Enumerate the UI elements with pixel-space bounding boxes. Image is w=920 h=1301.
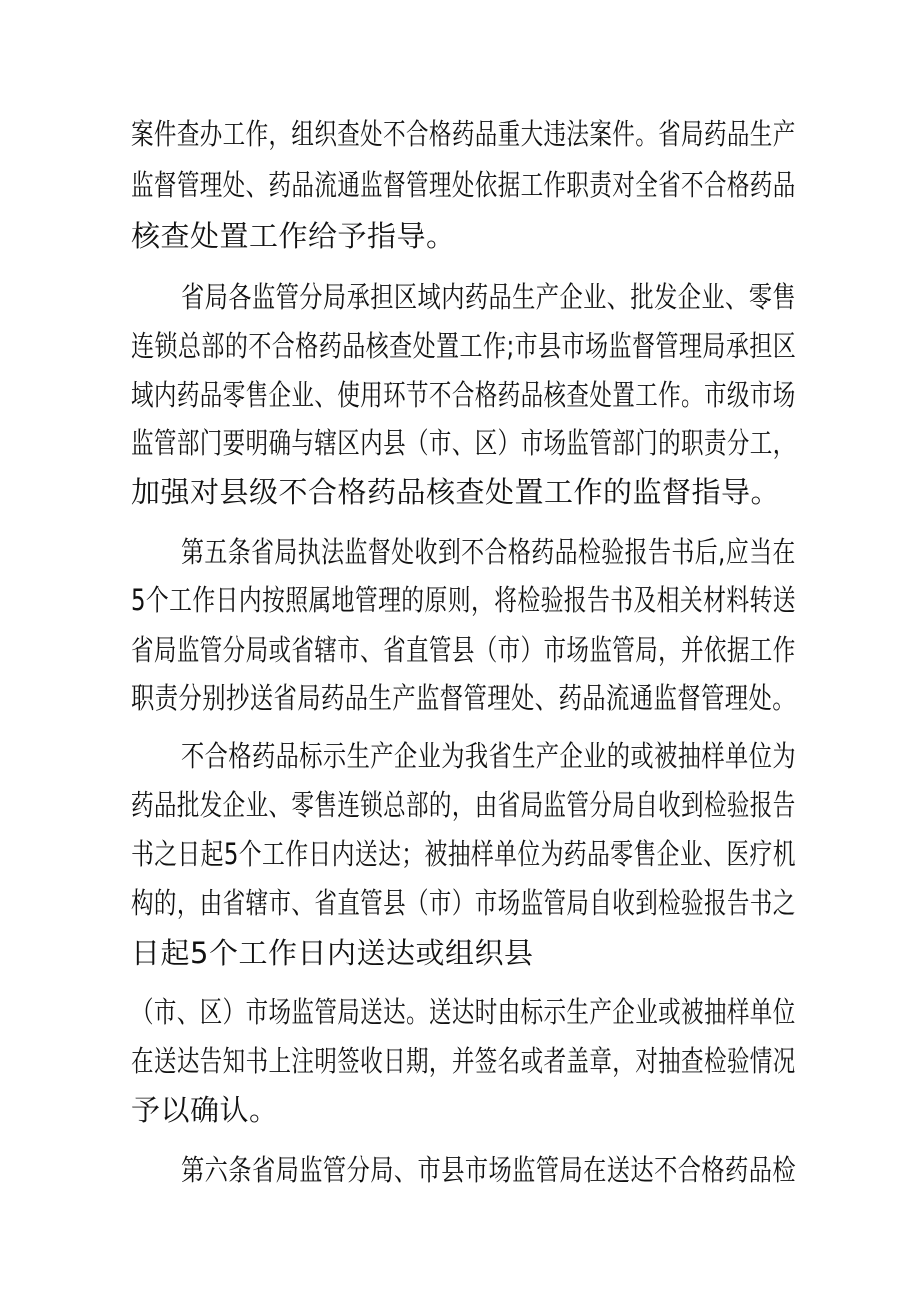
text-line: 予以确认。 (131, 1093, 279, 1127)
text-line: （市、区）市场监管局送达。送达时由标示生产企业或被抽样单位 (131, 995, 796, 1029)
text-line: 日起5个工作日内送达或组织县 (131, 936, 534, 970)
text-line: 域内药品零售企业、使用环节不合格药品核查处置工作。市级市场 (131, 378, 796, 412)
text-line: 省局各监管分局承担区域内药品生产企业、批发企业、零售 (181, 280, 797, 314)
text-line: 书之日起5个工作日内送达；被抽样单位为药品零售企业、医疗机 (131, 837, 796, 871)
text-line: 5个工作日内按照属地管理的原则，将检验报告书及相关材料转送 (131, 583, 796, 617)
text-line: 案件查办工作，组织查处不合格药品重大违法案件。省局药品生产 (131, 117, 796, 151)
text-line: 加强对县级不合格药品核查处置工作的监督指导。 (131, 475, 781, 509)
text-line: 职责分别抄送省局药品生产监督管理处、药品流通监督管理处。 (131, 681, 797, 715)
text-line: 第五条省局执法监督处收到不合格药品检验报告书后,应当在 (181, 535, 796, 569)
text-line: 监管部门要明确与辖区内县（市、区）市场监管部门的职责分工， (131, 426, 796, 460)
text-line: 不合格药品标示生产企业为我省生产企业的或被抽样单位为 (181, 739, 797, 773)
text-line: 药品批发企业、零售连锁总部的，由省局监管分局自收到检验报告 (131, 788, 796, 822)
text-line: 在送达告知书上注明签收日期，并签名或者盖章，对抽查检验情况 (131, 1044, 796, 1078)
text-line: 连锁总部的不合格药品核查处置工作;市县市场监督管理局承担区 (131, 329, 797, 363)
text-line: 构的，由省辖市、省直管县（市）市场监管局自收到检验报告书之 (131, 886, 796, 920)
text-line: 核查处置工作给予指导。 (131, 219, 456, 253)
text-line: 第六条省局监管分局、市县市场监管局在送达不合格药品检 (181, 1153, 797, 1187)
text-line: 监督管理处、药品流通监督管理处依据工作职责对全省不合格药品 (131, 168, 796, 202)
text-line: 省局监管分局或省辖市、省直管县（市）市场监管局，并依据工作 (131, 633, 796, 667)
